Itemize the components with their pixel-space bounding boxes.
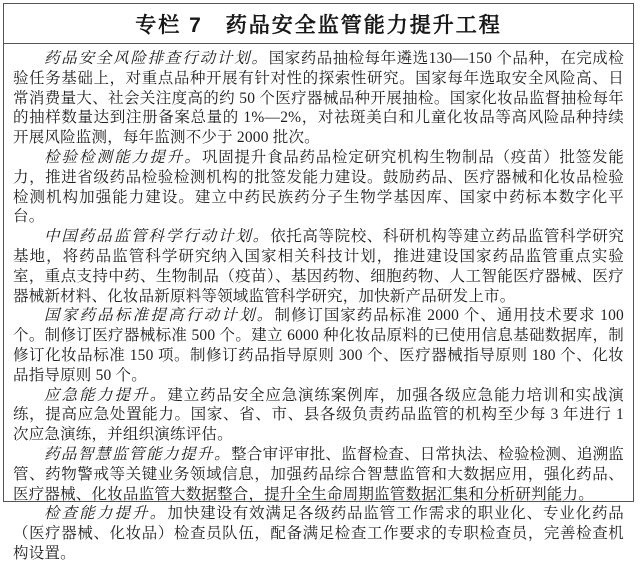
paragraph-text: 依托高等院校、科研机构等建立药品监管科学研究基地，将药品监管科学研究纳入国家相关科技计划，推进建设国家药品监管重点实验室，重点支持中药、生物制品（疫苗）、基因药物、细胞药物、人工智能医疗器械、医疗器械新材料、化妆品新原料等领域监管科学研究，加快新产品研发上市。 <box>13 228 624 305</box>
paragraph <box>13 504 624 563</box>
paragraph-lead: 检查能力提升。 <box>44 505 168 523</box>
paragraph <box>13 386 624 445</box>
paragraph <box>13 49 624 148</box>
paragraph-text: 巩固提升食品药品检定研究机构生物制品（疫苗）批签发能力，推进省级药品检验检测机构的批签发能力建设。鼓励药品、医疗器械和化妆品检验检测机构加强能力建设。建立中药民族药分子生物学基因库、国家中药标本数字化平台。 <box>13 148 624 226</box>
paragraph-text: 制修订国家药品标准 2000 个、通用技术要求 100 个。制修订医疗器械标准 500 个。建立 6000 种化妆品原料的已使用信息基础数据库，制修订化妆品标准 150 项。制修订药品指导原则 300 个、医疗器械指导原则 180 个、化妆品指导原则 50 个。 <box>13 307 624 384</box>
paragraph <box>13 148 624 227</box>
paragraph-text: 整合审评审批、监督检查、日常执法、检验检测、追溯监管、药物警戒等关键业务领域信息，加强药品综合智慧监管和大数据应用，强化药品、医疗器械、化妆品监管大数据整合，提升全生命周期监管数据汇集和分析研判能力。 <box>13 445 624 503</box>
paragraph-lead: 国家药品标准提高行动计划。 <box>44 307 275 325</box>
paragraph <box>13 445 624 504</box>
paragraph-lead: 检验检测能力提升。 <box>44 148 202 166</box>
column-box <box>3 3 634 562</box>
paragraph-text: 国家药品抽检每年遴选130—150 个品种，在完成检验任务基础上，对重点品种开展有针对性的探索性研究。国家每年选取安全风险高、日常消费量大、社会关注度高的约 50 个医疗器械品种开展抽检。国家化妆品监督抽检每年的抽样数量达到注册备案总量的 1%—2%，对祛斑美白和儿童化妆品等高风险品种持续开展风险监测，每年监测不少于 2000 批次。 <box>13 50 624 147</box>
paragraph-lead: 药品智慧监管能力提升。 <box>44 445 232 463</box>
column-title: 专栏 7 药品安全监管能力提升工程 <box>4 4 633 44</box>
paragraph <box>13 227 624 306</box>
paragraph-lead: 应急能力提升。 <box>44 386 168 404</box>
paragraph-text: 建立药品安全应急演练案例库，加强各级应急能力培训和实战演练，提高应急处置能力。国家、省、市、县各级负责药品监管的机构至少每 3 年进行 1 次应急演练，并组织演练评估。 <box>13 386 624 444</box>
paragraph-lead: 药品安全风险排查行动计划。 <box>44 50 269 67</box>
paragraph <box>13 306 624 385</box>
paragraph-lead: 中国药品监管科学行动计划。 <box>44 228 271 246</box>
column-body <box>4 44 633 564</box>
paragraph-text: 加快建设有效满足各级药品监管工作需求的职业化、专业化药品（医疗器械、化妆品）检查员队伍，配备满足检查工作要求的专职检查员，完善检查机构设置。 <box>13 505 624 562</box>
